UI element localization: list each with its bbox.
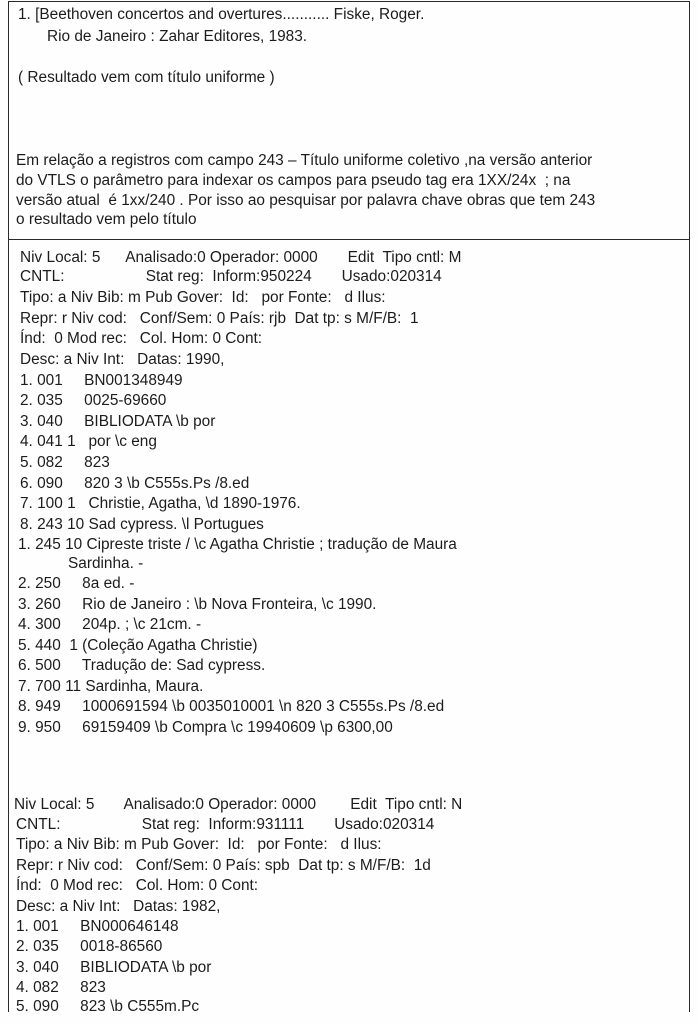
record-header-line: Repr: r Niv cod: Conf/Sem: 0 País: rjb Dat tp: s M/F/B: 1 xyxy=(20,310,419,327)
paragraph-line: Em relação a registros com campo 243 – Título uniforme coletivo ,na versão anterior xyxy=(16,152,593,169)
paragraph-line: o resultado vem pelo título xyxy=(16,211,197,228)
section-divider xyxy=(8,239,690,240)
record-header-line: Niv Local: 5 Analisado:0 Operador: 0000 Edit Tipo cntl: N xyxy=(14,796,463,813)
marc-field-line: 4. 300 204p. ; \c 21cm. - xyxy=(18,616,202,633)
marc-field-line: 6. 500 Tradução de: Sad cypress. xyxy=(18,657,266,674)
marc-field-line: 3. 260 Rio de Janeiro : \b Nova Fronteira, \c 1990. xyxy=(18,596,377,613)
marc-field-line: 2. 035 0025-69660 xyxy=(20,392,167,409)
paragraph-line: do VTLS o parâmetro para indexar os campos para pseudo tag era 1XX/24x ; na xyxy=(16,172,571,189)
marc-field-line: 9. 950 69159409 \b Compra \c 19940609 \p 6300,00 xyxy=(18,719,393,736)
record-header-line: CNTL: Stat reg: Inform:931111 Usado:020314 xyxy=(16,816,435,833)
marc-field-line: 1. 245 10 Cipreste triste / \c Agatha Christie ; tradução de Maura xyxy=(18,536,457,553)
marc-field-line: 3. 040 BIBLIODATA \b por xyxy=(16,959,212,976)
reference-line: 1. [Beethoven concertos and overtures........... Fiske, Roger. xyxy=(18,6,425,23)
marc-field-line: 7. 700 11 Sardinha, Maura. xyxy=(18,678,204,695)
marc-field-line: 2. 250 8a ed. - xyxy=(18,575,135,592)
marc-field-line: 6. 090 820 3 \b C555s.Ps /8.ed xyxy=(20,475,250,492)
record-header-line: Tipo: a Niv Bib: m Pub Gover: Id: por Fonte: d Ilus: xyxy=(16,836,382,853)
marc-field-continuation: Sardinha. - xyxy=(68,555,144,572)
marc-field-line: 5. 082 823 xyxy=(20,454,110,471)
marc-field-line: 4. 041 1 por \c eng xyxy=(20,433,157,450)
reference-note: ( Resultado vem com título uniforme ) xyxy=(18,69,275,86)
record-header-line: Tipo: a Niv Bib: m Pub Gover: Id: por Fonte: d Ilus: xyxy=(20,289,386,306)
marc-field-line: 4. 082 823 xyxy=(16,979,106,996)
record-header-line: Niv Local: 5 Analisado:0 Operador: 0000 Edit Tipo cntl: M xyxy=(20,249,462,266)
record-header-line: Repr: r Niv cod: Conf/Sem: 0 País: spb Dat tp: s M/F/B: 1d xyxy=(16,857,431,874)
marc-field-line: 7. 100 1 Christie, Agatha, \d 1890-1976. xyxy=(20,495,301,512)
record-header-line: Desc: a Niv Int: Datas: 1982, xyxy=(16,898,221,915)
marc-field-line: 8. 949 1000691594 \b 0035010001 \n 820 3 C555s.Ps /8.ed xyxy=(18,698,445,715)
record-header-line: Índ: 0 Mod rec: Col. Hom: 0 Cont: xyxy=(20,330,263,347)
marc-field-line: 1. 001 BN000646148 xyxy=(16,918,179,935)
marc-field-line: 1. 001 BN001348949 xyxy=(20,372,183,389)
paragraph-line: versão atual é 1xx/240 . Por isso ao pesquisar por palavra chave obras que tem 243 xyxy=(16,192,596,209)
marc-field-line: 5. 090 823 \b C555m.Pc xyxy=(16,998,200,1015)
marc-field-line: 8. 243 10 Sad cypress. \l Portugues xyxy=(20,516,264,533)
marc-field-line: 2. 035 0018-86560 xyxy=(16,938,163,955)
record-header-line: Índ: 0 Mod rec: Col. Hom: 0 Cont: xyxy=(16,877,259,894)
record-header-line: CNTL: Stat reg: Inform:950224 Usado:020314 xyxy=(20,268,442,285)
marc-field-line: 3. 040 BIBLIODATA \b por xyxy=(20,413,216,430)
marc-field-line: 5. 440 1 (Coleção Agatha Christie) xyxy=(18,637,258,654)
reference-line: Rio de Janeiro : Zahar Editores, 1983. xyxy=(47,28,308,45)
record-header-line: Desc: a Niv Int: Datas: 1990, xyxy=(20,351,225,368)
